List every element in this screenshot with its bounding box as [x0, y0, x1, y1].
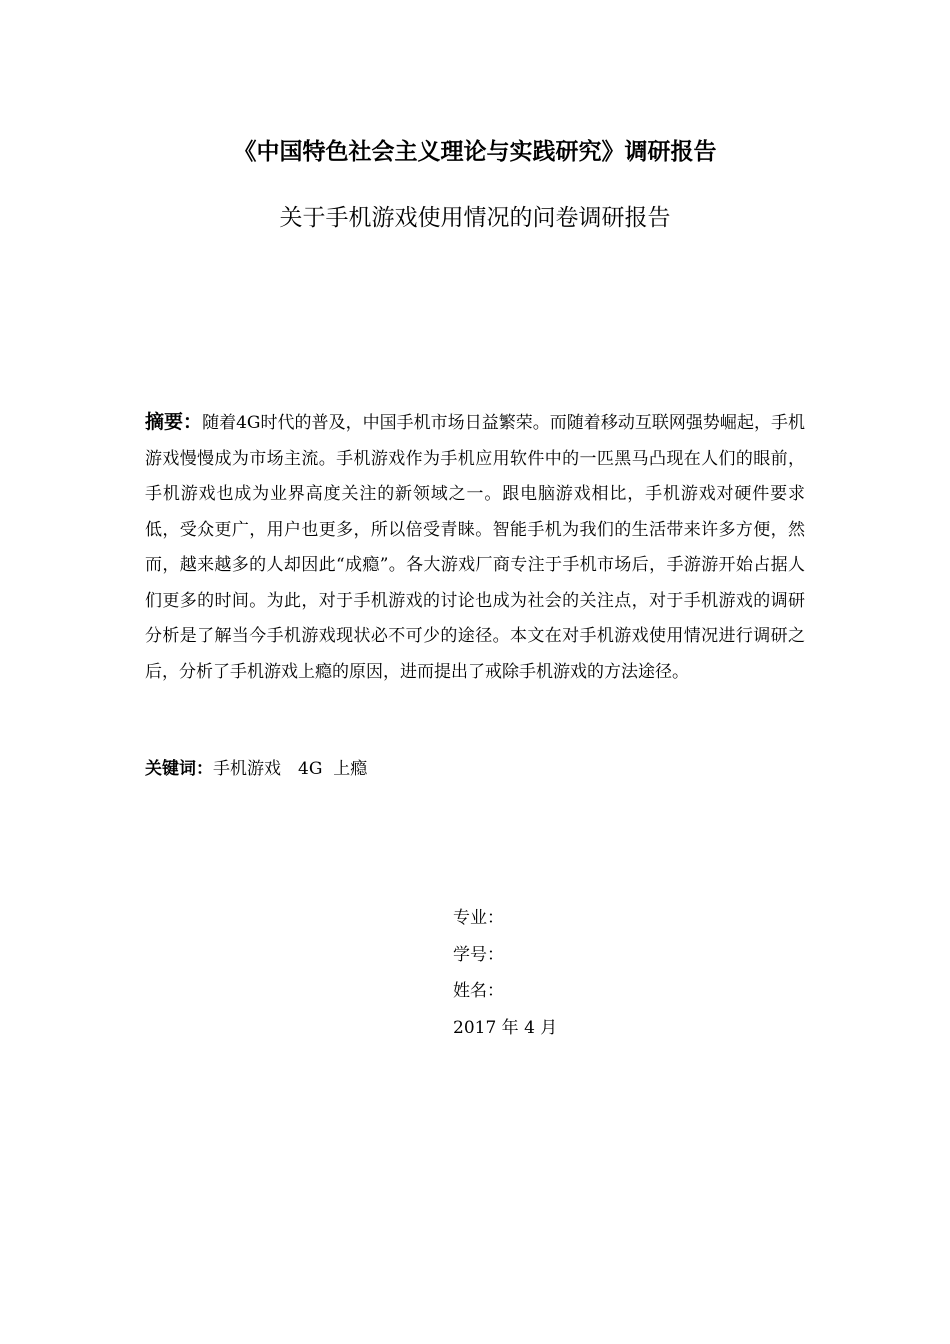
- abstract-paragraph: [145, 405, 805, 690]
- author-info-block: [453, 900, 557, 1046]
- keywords-line: [145, 757, 805, 781]
- keywords-text: 手机游戏 4G 上瘾: [213, 759, 368, 779]
- student-id-field: 学号：: [453, 944, 504, 965]
- major-field: 专业：: [453, 908, 504, 928]
- abstract-label: 摘要：: [145, 411, 203, 433]
- document-subtitle: 关于手机游戏使用情况的问卷调研报告: [279, 205, 671, 231]
- document-title: 《中国特色社会主义理论与实践研究》调研报告: [233, 139, 717, 165]
- date-text: 2017 年 4 月: [453, 1017, 558, 1038]
- abstract-text: 随着4G时代的普及，中国手机市场日益繁荣。而随着移动互联网强势崛起，手机游戏慢慢成为市场主流。手机游戏作为手机应用软件中的一匹黑马凸现在人们的眼前，手机游戏也成为业界高度关注的新领域之一。跟电脑游戏相比，手机游戏对硬件要求低，受众更广，用户也更多，所以倍受青睐。智能手机为我们的生活带来许多方便，然而，越来越多的人却因此“成瘾”。各大游戏厂商专注于手机市场后，手游游开始占据人们更多的时间。为此，对于手机游戏的讨论也成为社会的关注点，对于手机游戏的调研分析是了解当今手机游戏现状必不可少的途径。本文在对手机游戏使用情况进行调研之后，分析了手机游戏上瘾的原因，进而提出了戒除手机游戏的方法途径。: [145, 413, 805, 682]
- name-field: 姓名：: [453, 981, 504, 1001]
- keywords-label: 关键词：: [145, 759, 213, 779]
